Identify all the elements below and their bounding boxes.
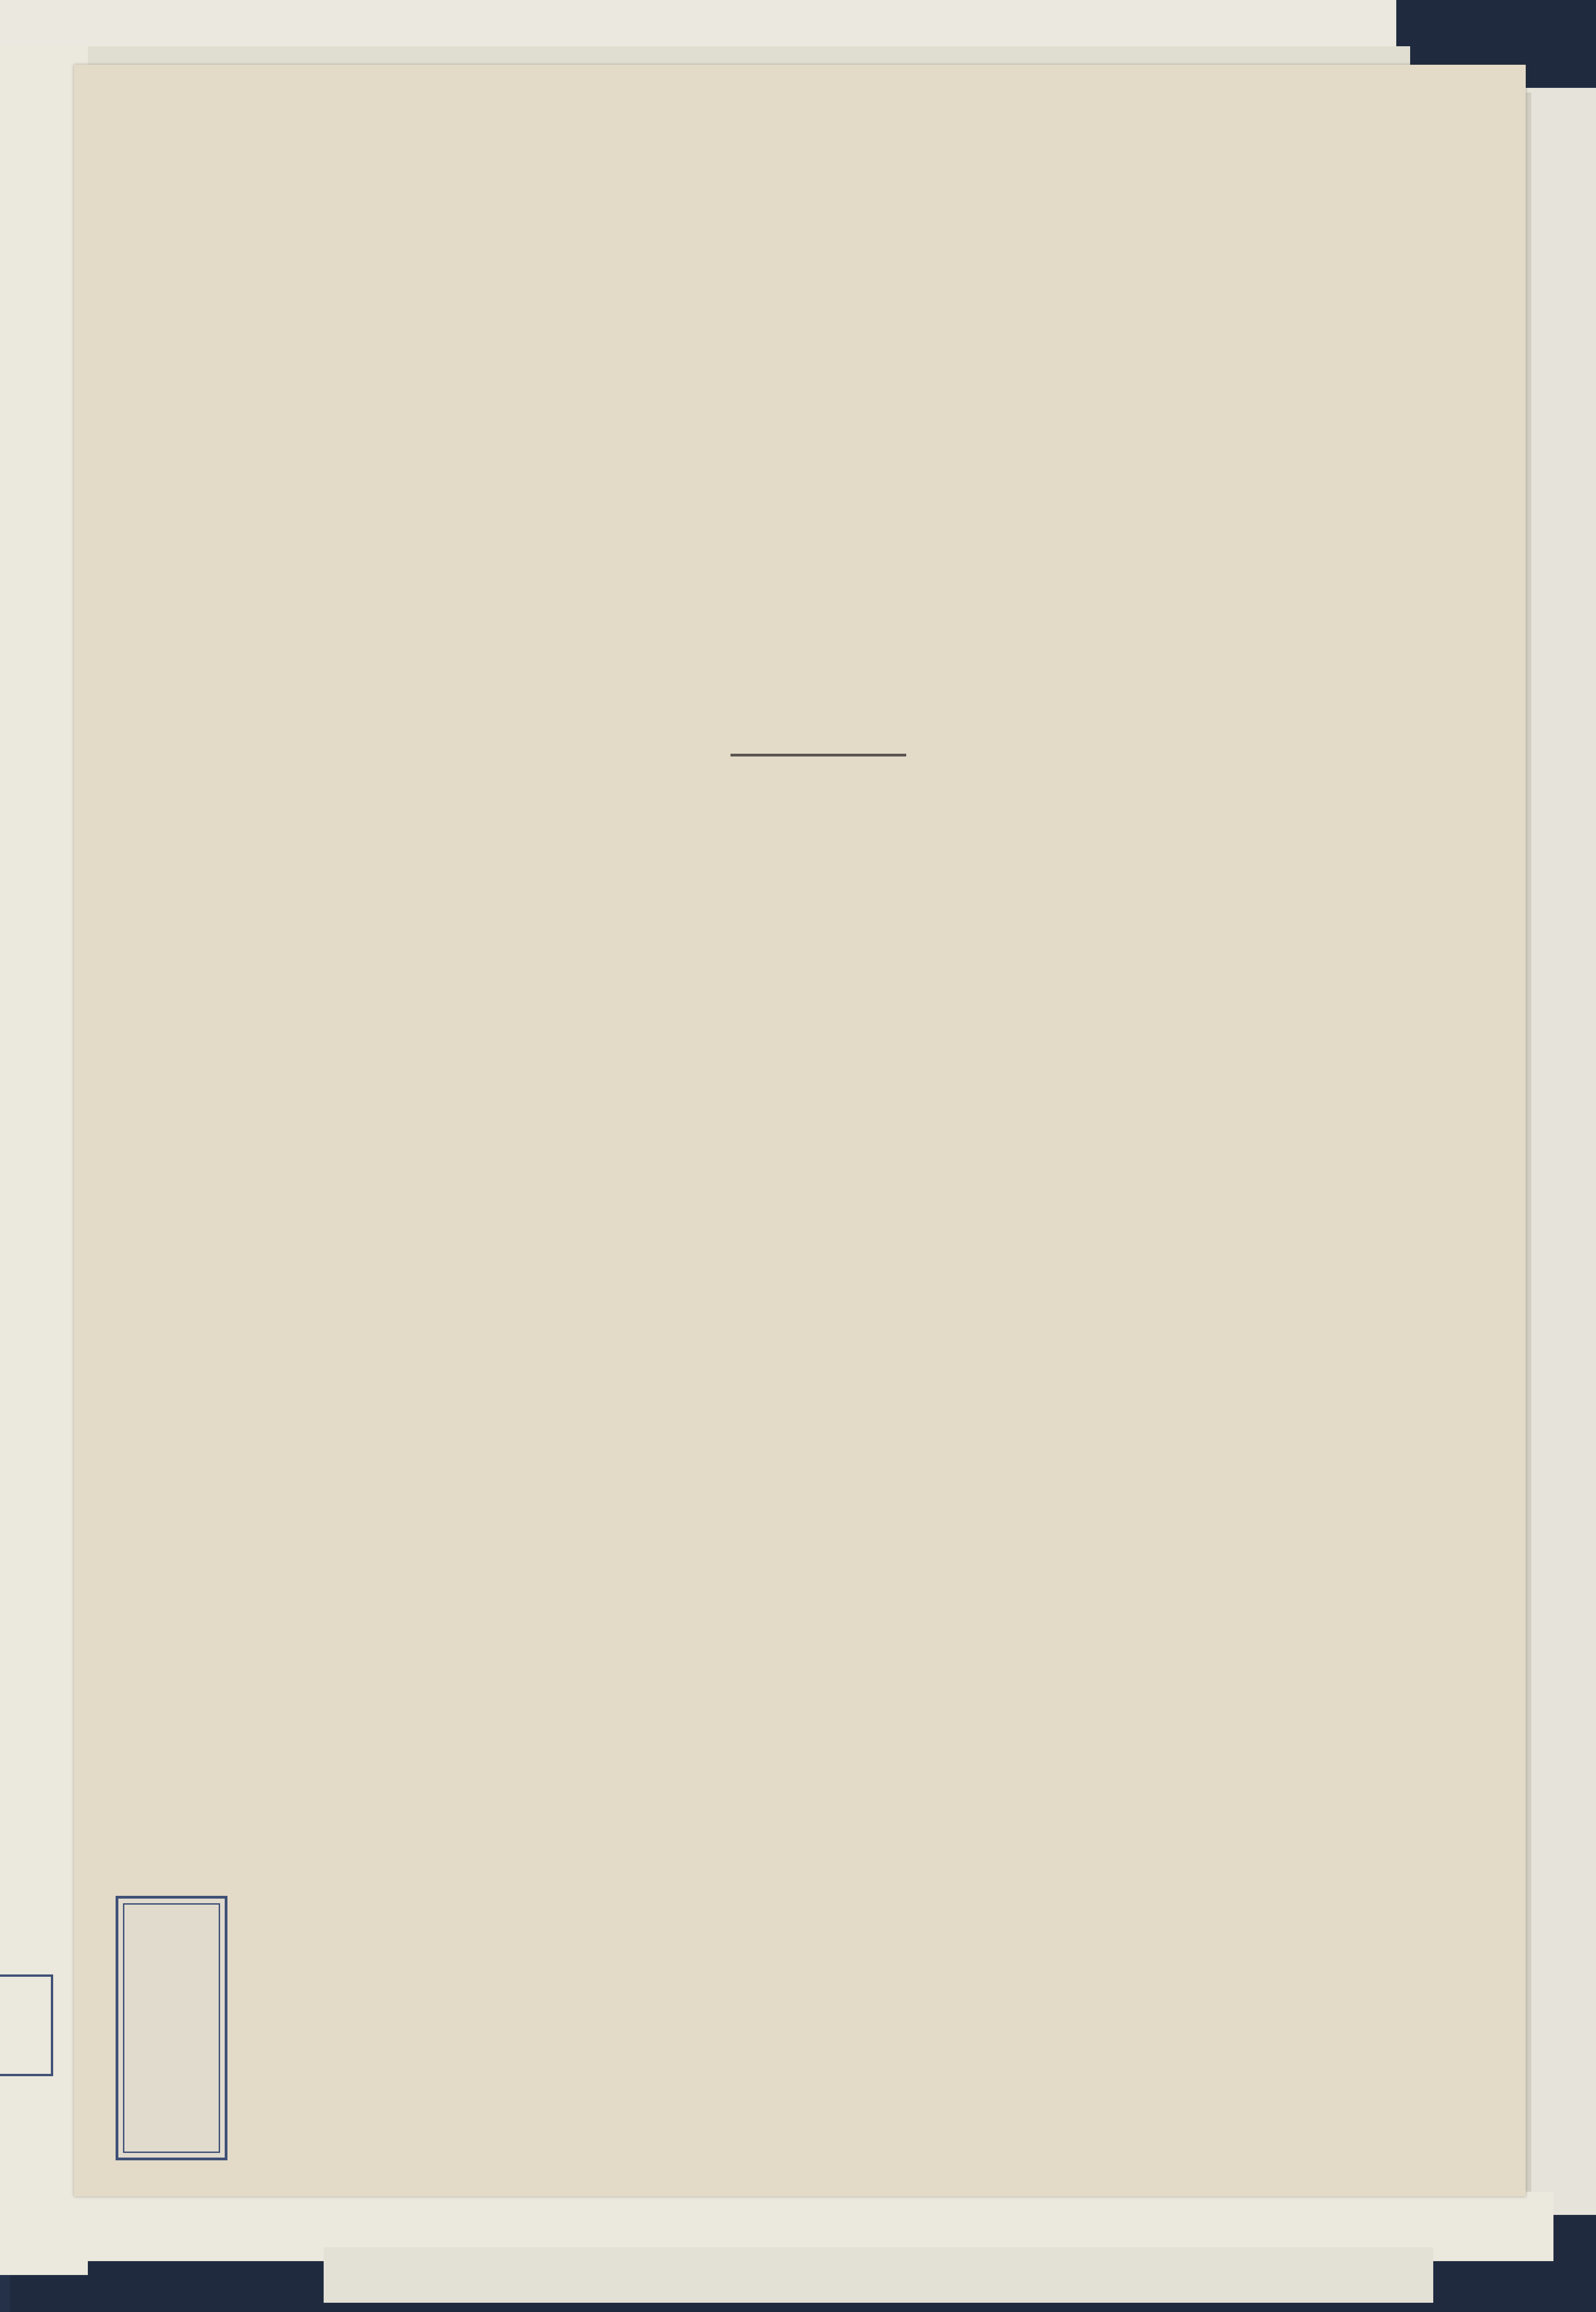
section-divider (730, 754, 906, 756)
partial-archive-stamp (0, 1974, 53, 2076)
underlying-sheet-bottom-2 (324, 2247, 1433, 2303)
archive-stamp-text (170, 1908, 173, 2148)
underlying-sheet-right (1526, 88, 1596, 2215)
archive-stamp (116, 1896, 227, 2160)
document-page (74, 65, 1526, 2196)
